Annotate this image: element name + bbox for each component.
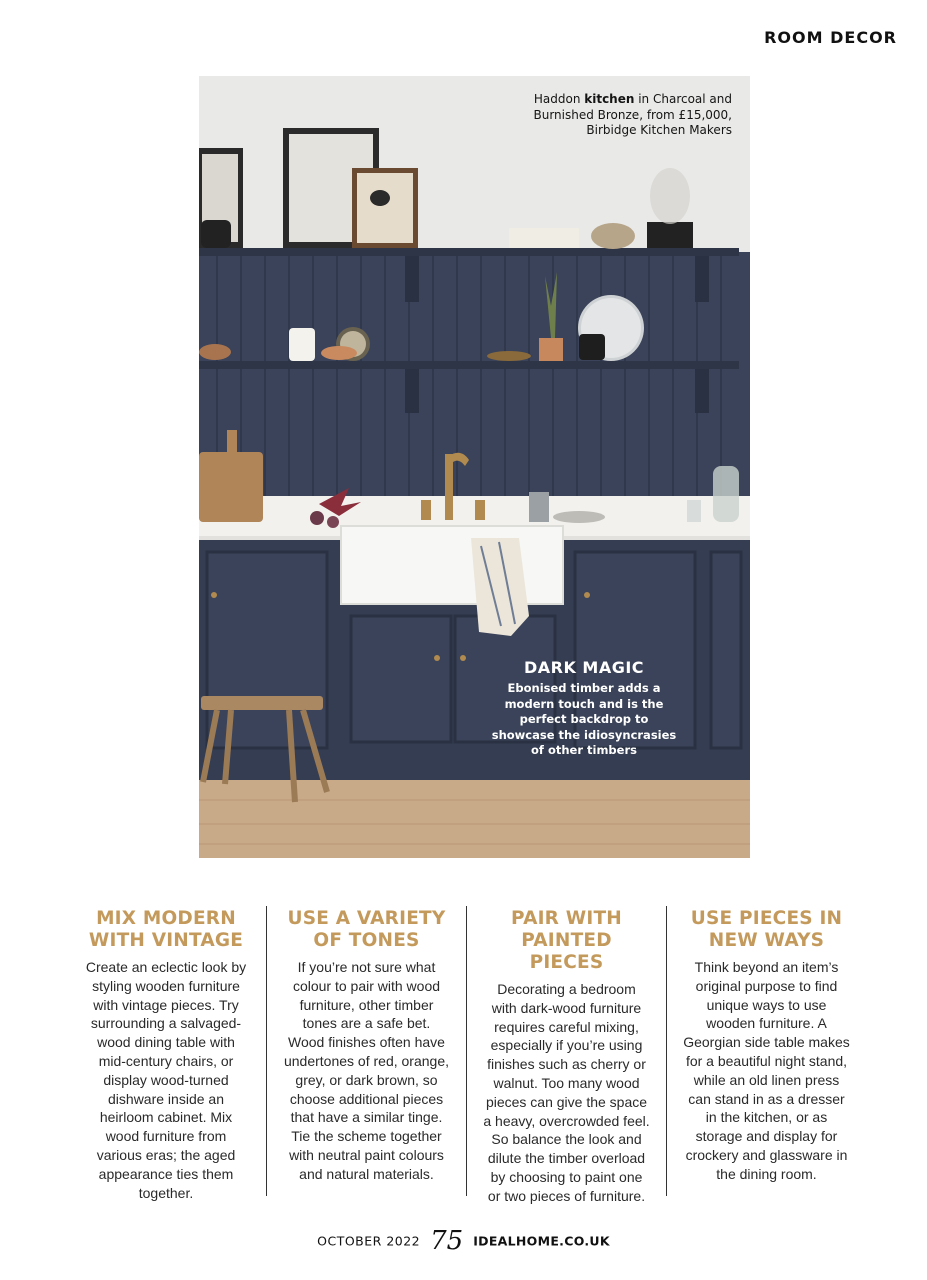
tip-column: [666, 906, 866, 1196]
tips-row: [66, 906, 866, 1204]
tip-column: [266, 906, 466, 1196]
tip-title: USE A VARIETY OF TONES: [287, 908, 446, 951]
tip-body: Think beyond an item’s original purpose to find unique ways to use wooden furniture. A Georgian side table makes for a beautiful night stand, while an old linen press can stand in as a dresser in the kitchen, or as storage and display for crockery and glassware in the dining room.: [683, 959, 850, 1182]
tip-column: [466, 906, 666, 1204]
kitchen-photo: [199, 76, 750, 858]
tip-title: PAIR WITH PAINTED PIECES: [511, 908, 622, 973]
credit-text-end: in Charcoal and Burnished Bronze, from £15,000, Birbidge Kitchen Makers: [533, 92, 732, 137]
issue-date: OCTOBER 2022: [317, 1233, 421, 1249]
website-link[interactable]: IDEALHOME.CO.UK: [473, 1233, 610, 1249]
tip-title: USE PIECES IN NEW WAYS: [690, 908, 843, 951]
page-number: 75: [430, 1226, 464, 1256]
tip-title: MIX MODERN WITH VINTAGE: [88, 908, 244, 951]
caption-text: Ebonised timber adds a modern touch and is the perfect backdrop to showcase the idiosyncrasies of other timbers: [491, 681, 677, 757]
credit-text-bold: kitchen: [584, 92, 635, 106]
photo-credit: [492, 92, 732, 139]
caption-title: DARK MAGIC: [523, 658, 645, 677]
credit-text-start: Haddon: [533, 92, 585, 106]
section-label: ROOM DECOR: [764, 28, 897, 47]
tip-body: Create an eclectic look by styling wooden furniture with vintage pieces. Try surrounding a salvaged-wood dining table with mid-century chairs, or display wood-turned dishware inside an heirloom cabinet. Mix wood furniture from various eras; the aged appearance ties them together.: [85, 959, 247, 1201]
photo-caption: [489, 658, 679, 759]
tip-body: Decorating a bedroom with dark-wood furniture requires careful mixing, especially if you’re using finishes such as cherry or walnut. Too many wood pieces can give the space a heavy, overcrowded feel. So balance the look and dilute the timber overload by choosing to paint one or two pieces of furniture.: [483, 981, 650, 1204]
tip-body: If you’re not sure what colour to pair with wood furniture, other timber tones are a safe bet. Wood finishes often have undertones of red, orange, grey, or dark brown, so choose additional pieces that have a similar tinge. Tie the scheme together with neutral paint colours and natural materials.: [283, 959, 449, 1182]
tip-column: [66, 906, 266, 1201]
page-footer: [0, 1226, 927, 1256]
